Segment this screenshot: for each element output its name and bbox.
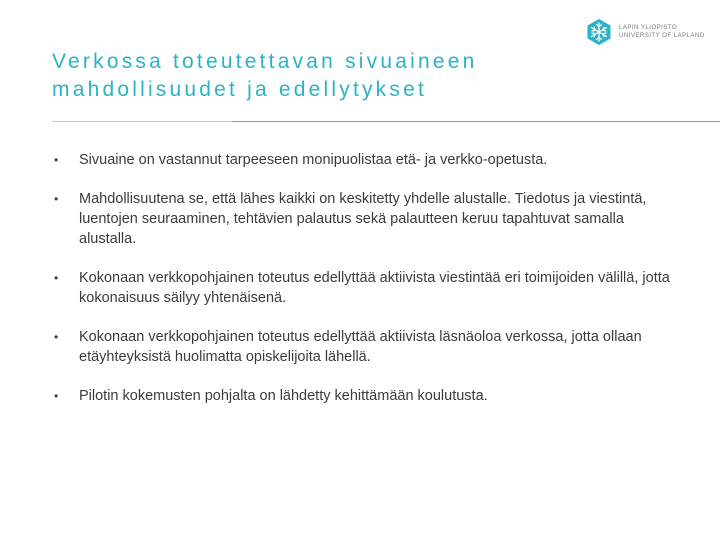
bullet-dot: • xyxy=(54,153,59,167)
bullet-list xyxy=(52,150,672,425)
bullet-item xyxy=(52,189,672,249)
title-line-2: mahdollisuudet ja edellytykset xyxy=(52,78,427,101)
bullet-item xyxy=(52,386,672,406)
bullet-dot: • xyxy=(54,389,59,403)
bullet-text: Pilotin kokemusten pohjalta on lähdetty kehittämään koulutusta. xyxy=(79,388,488,404)
university-logo xyxy=(586,16,706,48)
bullet-text: Kokonaan verkkopohjainen toteutus edellyttää aktiivista läsnäoloa verkossa, jotta ollaan etäyhteyksistä huolimatta opiskelijoita lähellä. xyxy=(79,329,642,365)
slide-title xyxy=(52,48,592,104)
bullet-dot: • xyxy=(54,271,59,285)
bullet-dot: • xyxy=(54,192,59,206)
bullet-item xyxy=(52,150,672,170)
bullet-text: Mahdollisuutena se, että lähes kaikki on keskitetty yhdelle alustalle. Tiedotus ja viestintä, luentojen seuraaminen, tehtävien palautus sekä palautteen keruu tapahtuvat samalla alustalla. xyxy=(79,191,647,247)
bullet-text: Kokonaan verkkopohjainen toteutus edellyttää aktiivista viestintää eri toimijoiden välillä, jotta kokonaisuus säilyy yhtenäisenä. xyxy=(79,270,670,306)
logo-text xyxy=(619,24,705,40)
title-divider-right xyxy=(232,121,720,122)
bullet-item xyxy=(52,268,672,308)
bullet-dot: • xyxy=(54,330,59,344)
title-divider-left xyxy=(52,121,232,122)
title-line-1: Verkossa toteutettavan sivuaineen xyxy=(52,50,478,73)
snowflake-logo-icon xyxy=(586,18,612,46)
logo-line-1: UNIVERSITY OF LAPLAND xyxy=(619,32,705,39)
bullet-item xyxy=(52,327,672,367)
bullet-text: Sivuaine on vastannut tarpeeseen monipuolistaa etä- ja verkko-opetusta. xyxy=(79,152,548,168)
logo-line-2: LAPIN YLIOPISTO xyxy=(619,24,678,31)
